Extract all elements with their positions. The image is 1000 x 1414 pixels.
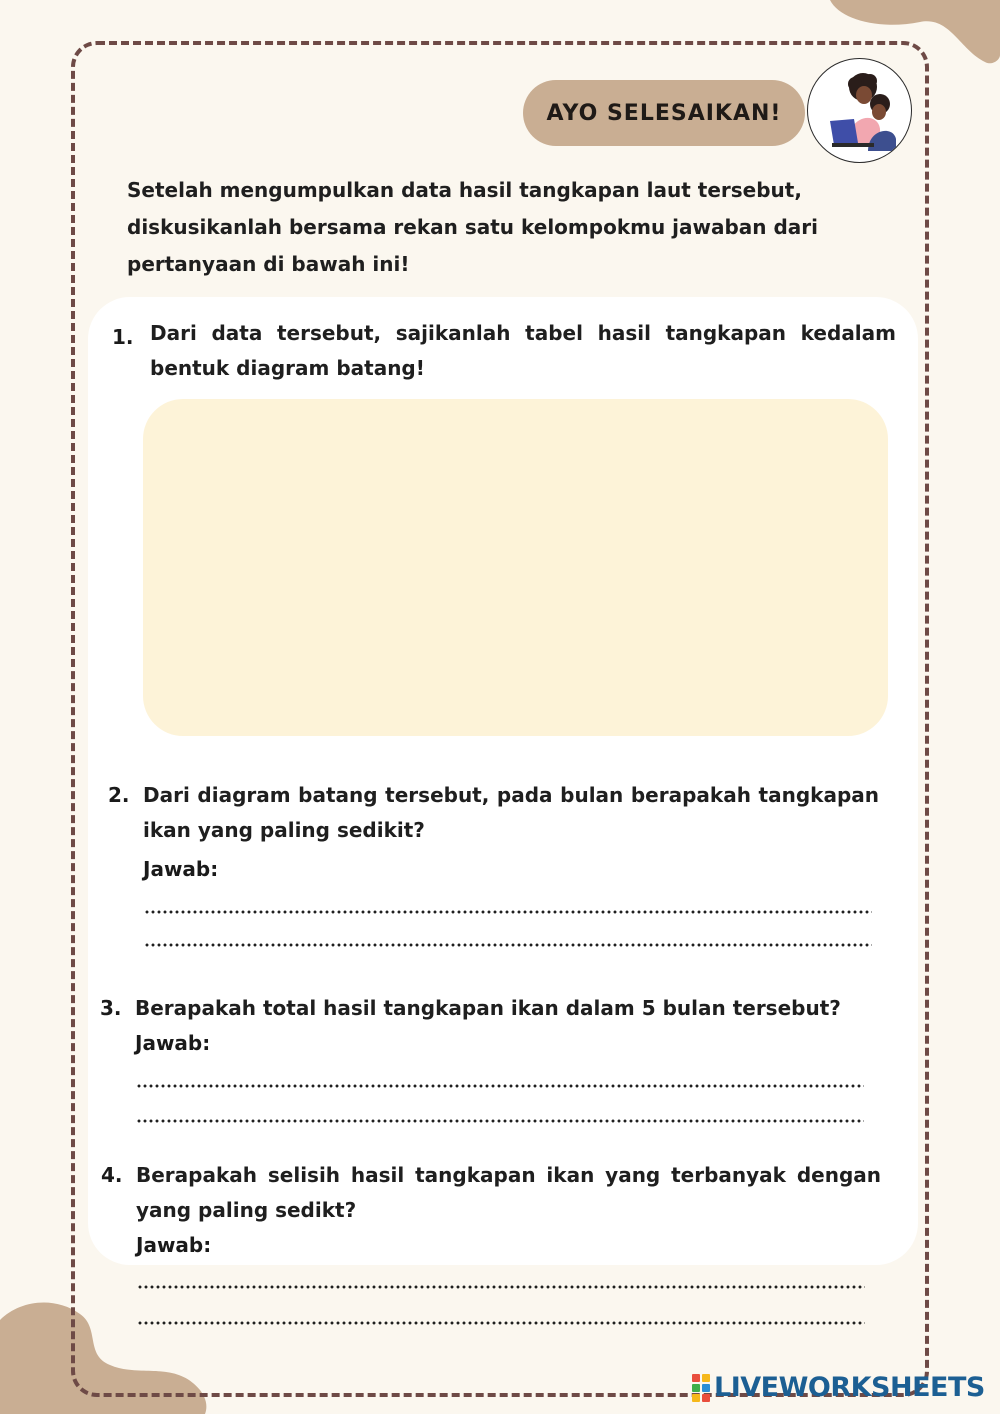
brand-name: LIVEWORKSHEETS bbox=[714, 1372, 985, 1403]
question-3-answer-line-2[interactable] bbox=[136, 1119, 864, 1123]
question-2-answer-line-2[interactable] bbox=[144, 943, 872, 947]
liveworksheets-logo bbox=[692, 1372, 985, 1403]
students-laptop-illustration bbox=[807, 58, 912, 163]
intro-text: Setelah mengumpulkan data hasil tangkapan laut tersebut, diskusikanlah bersama rekan satu kelompokmu jawaban dari pertanyaan di bawah ini! bbox=[127, 178, 819, 276]
question-1-answer-box[interactable] bbox=[143, 399, 888, 736]
question-3-text: Berapakah total hasil tangkapan ikan dalam 5 bulan tersebut? bbox=[135, 996, 841, 1020]
logo-squares-icon bbox=[692, 1374, 710, 1402]
question-2-text: Dari diagram batang tersebut, pada bulan berapakah tangkapan ikan yang paling sedikit? bbox=[143, 783, 879, 842]
question-3-answer-label: Jawab: bbox=[135, 1031, 211, 1055]
question-2-answer-line-1[interactable] bbox=[144, 910, 872, 914]
section-title: AYO SELESAIKAN! bbox=[523, 80, 805, 146]
question-4-answer-label: Jawab: bbox=[136, 1233, 212, 1257]
question-1-number: 1. bbox=[112, 325, 134, 349]
question-4-number: 4. bbox=[101, 1163, 123, 1187]
question-2-answer-label: Jawab: bbox=[143, 857, 219, 881]
question-3-number: 3. bbox=[100, 996, 122, 1020]
question-2-number: 2. bbox=[108, 783, 130, 807]
question-4-answer-line-1[interactable] bbox=[137, 1285, 865, 1289]
question-4-text: Berapakah selisih hasil tangkapan ikan yang terbanyak dengan yang paling sedikt? bbox=[136, 1163, 881, 1222]
question-3-answer-line-1[interactable] bbox=[136, 1084, 864, 1088]
question-4-answer-line-2[interactable] bbox=[137, 1321, 865, 1325]
question-1-text: Dari data tersebut, sajikanlah tabel hasil tangkapan kedalam bentuk diagram batang! bbox=[150, 321, 896, 380]
